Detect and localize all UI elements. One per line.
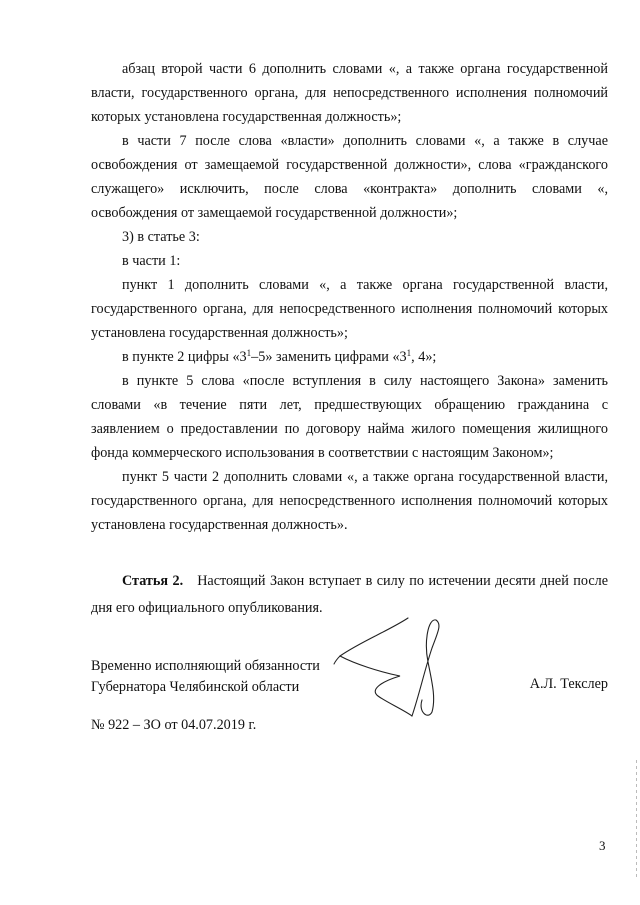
- page-number: 3: [599, 838, 606, 853]
- paragraph-2: в части 7 после слова «власти» дополнить словами «, а также в случае освобождения от замещаемой государственной должности», слова «гражданского служащего» исключить, после слова «контракта» дополнить словами «, освобождения от замещаемой государственной должности»;: [91, 133, 608, 221]
- paragraph-1: абзац второй части 6 дополнить словами «, а также органа государственной власти, государственного органа, для непосредственного исполнения полномочий которых установлена государственная должность»;: [91, 61, 608, 125]
- signer-name: А.Л. Текслер: [529, 676, 608, 692]
- paragraph-8: пункт 5 части 2 дополнить словами «, а также органа государственной власти, государственного органа, для непосредственного исполнения полномочий которых установлена государственная должность».: [91, 469, 608, 533]
- article-text: Настоящий Закон вступает в силу по истечении десяти дней после дня его официального опубликования.: [91, 573, 608, 616]
- paragraph-4: в части 1:: [122, 253, 181, 269]
- handwritten-signature: [320, 612, 470, 722]
- article-label: Статья 2.: [122, 573, 184, 589]
- signer-title-line-1: Временно исполняющий обязанности: [91, 658, 320, 674]
- registration-number: № 922 – ЗО от 04.07.2019 г.: [91, 717, 257, 733]
- paragraph-6: в пункте 2 цифры «$3^1-5$» заменить цифрами «$3^1$, 4»;: [122, 348, 437, 365]
- paragraph-5: пункт 1 дополнить словами «, а также органа государственной власти, государственного органа, для непосредственного исполнения полномочий которых установлена государственная должность»;: [91, 277, 608, 341]
- paragraph-7: в пункте 5 слова «после вступления в силу настоящего Закона» заменить словами «в течение пяти лет, предшествующих обращению гражданина с заявлением о предоставлении по договору найма жилого помещения жилищного фонда коммерческого использования в соответствии с настоящим Законом»;: [91, 373, 608, 461]
- paragraph-3: 3) в статье 3:: [122, 229, 200, 245]
- signer-title-line-2: Губернатора Челябинской области: [91, 679, 300, 695]
- signer-title: [91, 656, 320, 698]
- scan-edge-mark: [636, 760, 637, 880]
- document-body: [91, 57, 608, 537]
